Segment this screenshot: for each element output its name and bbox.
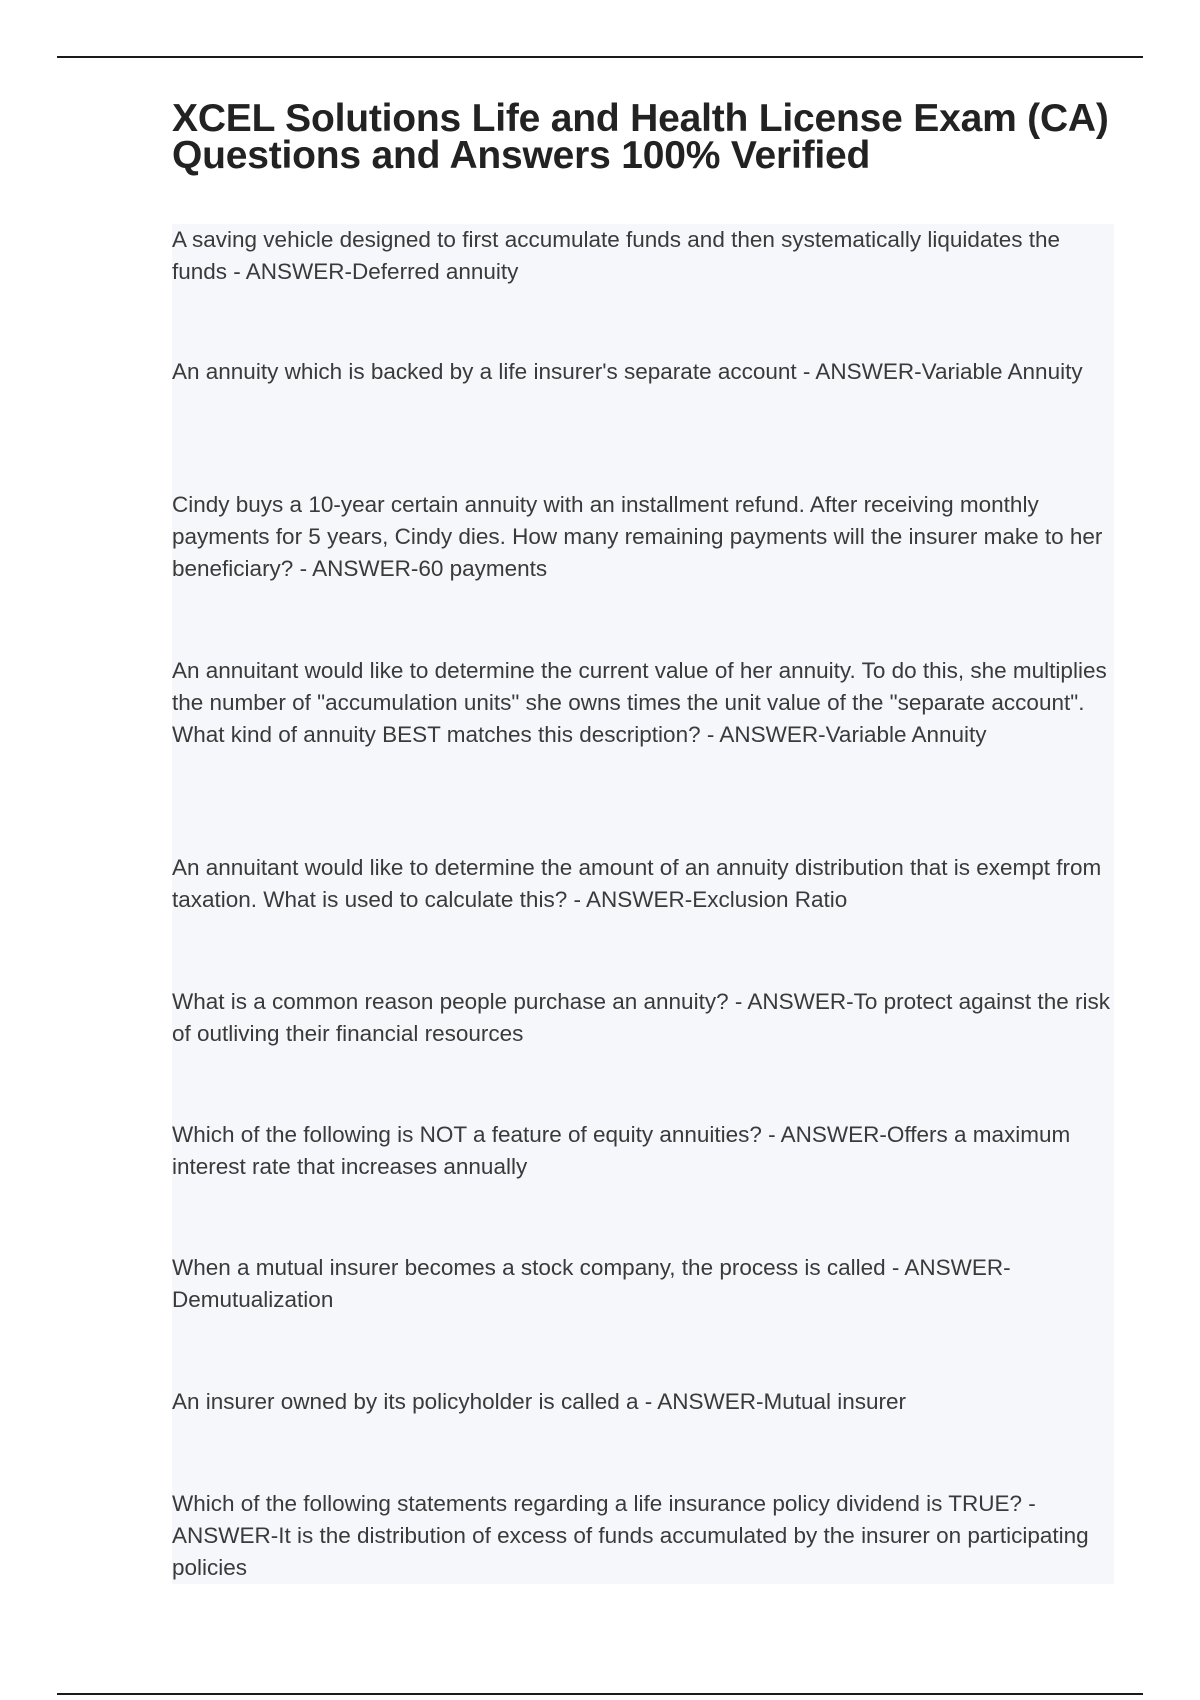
qa-item-8: When a mutual insurer becomes a stock company, the process is called - ANSWER-Demutualization <box>172 1255 1011 1312</box>
qa-item-7: Which of the following is NOT a feature of equity annuities? - ANSWER-Offers a maximum interest rate that increases annually <box>172 1122 1071 1179</box>
qa-item-2: An annuity which is backed by a life insurer's separate account - ANSWER-Variable Annuity <box>172 359 1083 384</box>
qa-item-6: What is a common reason people purchase an annuity? - ANSWER-To protect against the risk of outliving their financial resources <box>172 989 1110 1046</box>
document-title: XCEL Solutions Life and Health License Exam (CA) Questions and Answers 100% Verified <box>172 97 1109 177</box>
qa-item-5: An annuitant would like to determine the amount of an annuity distribution that is exempt from taxation. What is used to calculate this? - ANSWER-Exclusion Ratio <box>172 855 1102 912</box>
top-rule <box>57 56 1143 58</box>
qa-item-10: Which of the following statements regarding a life insurance policy dividend is TRUE? - ANSWER-It is the distribution of excess of funds accumulated by the insurer on participating policies <box>172 1491 1089 1580</box>
qa-item-1: A saving vehicle designed to first accumulate funds and then systematically liquidates the funds - ANSWER-Deferred annuity <box>172 227 1061 284</box>
qa-item-3: Cindy buys a 10-year certain annuity with an installment refund. After receiving monthly payments for 5 years, Cindy dies. How many remaining payments will the insurer make to her beneficiary? - ANSWER-60 payments <box>172 492 1103 581</box>
qa-item-4: An annuitant would like to determine the current value of her annuity. To do this, she multiplies the number of "accumulation units" she owns times the unit value of the "separate account". What kind of annuity BEST matches this description? - ANSWER-Variable Annuity <box>172 658 1107 747</box>
bottom-rule <box>57 1693 1143 1695</box>
qa-item-9: An insurer owned by its policyholder is called a - ANSWER-Mutual insurer <box>172 1389 907 1414</box>
